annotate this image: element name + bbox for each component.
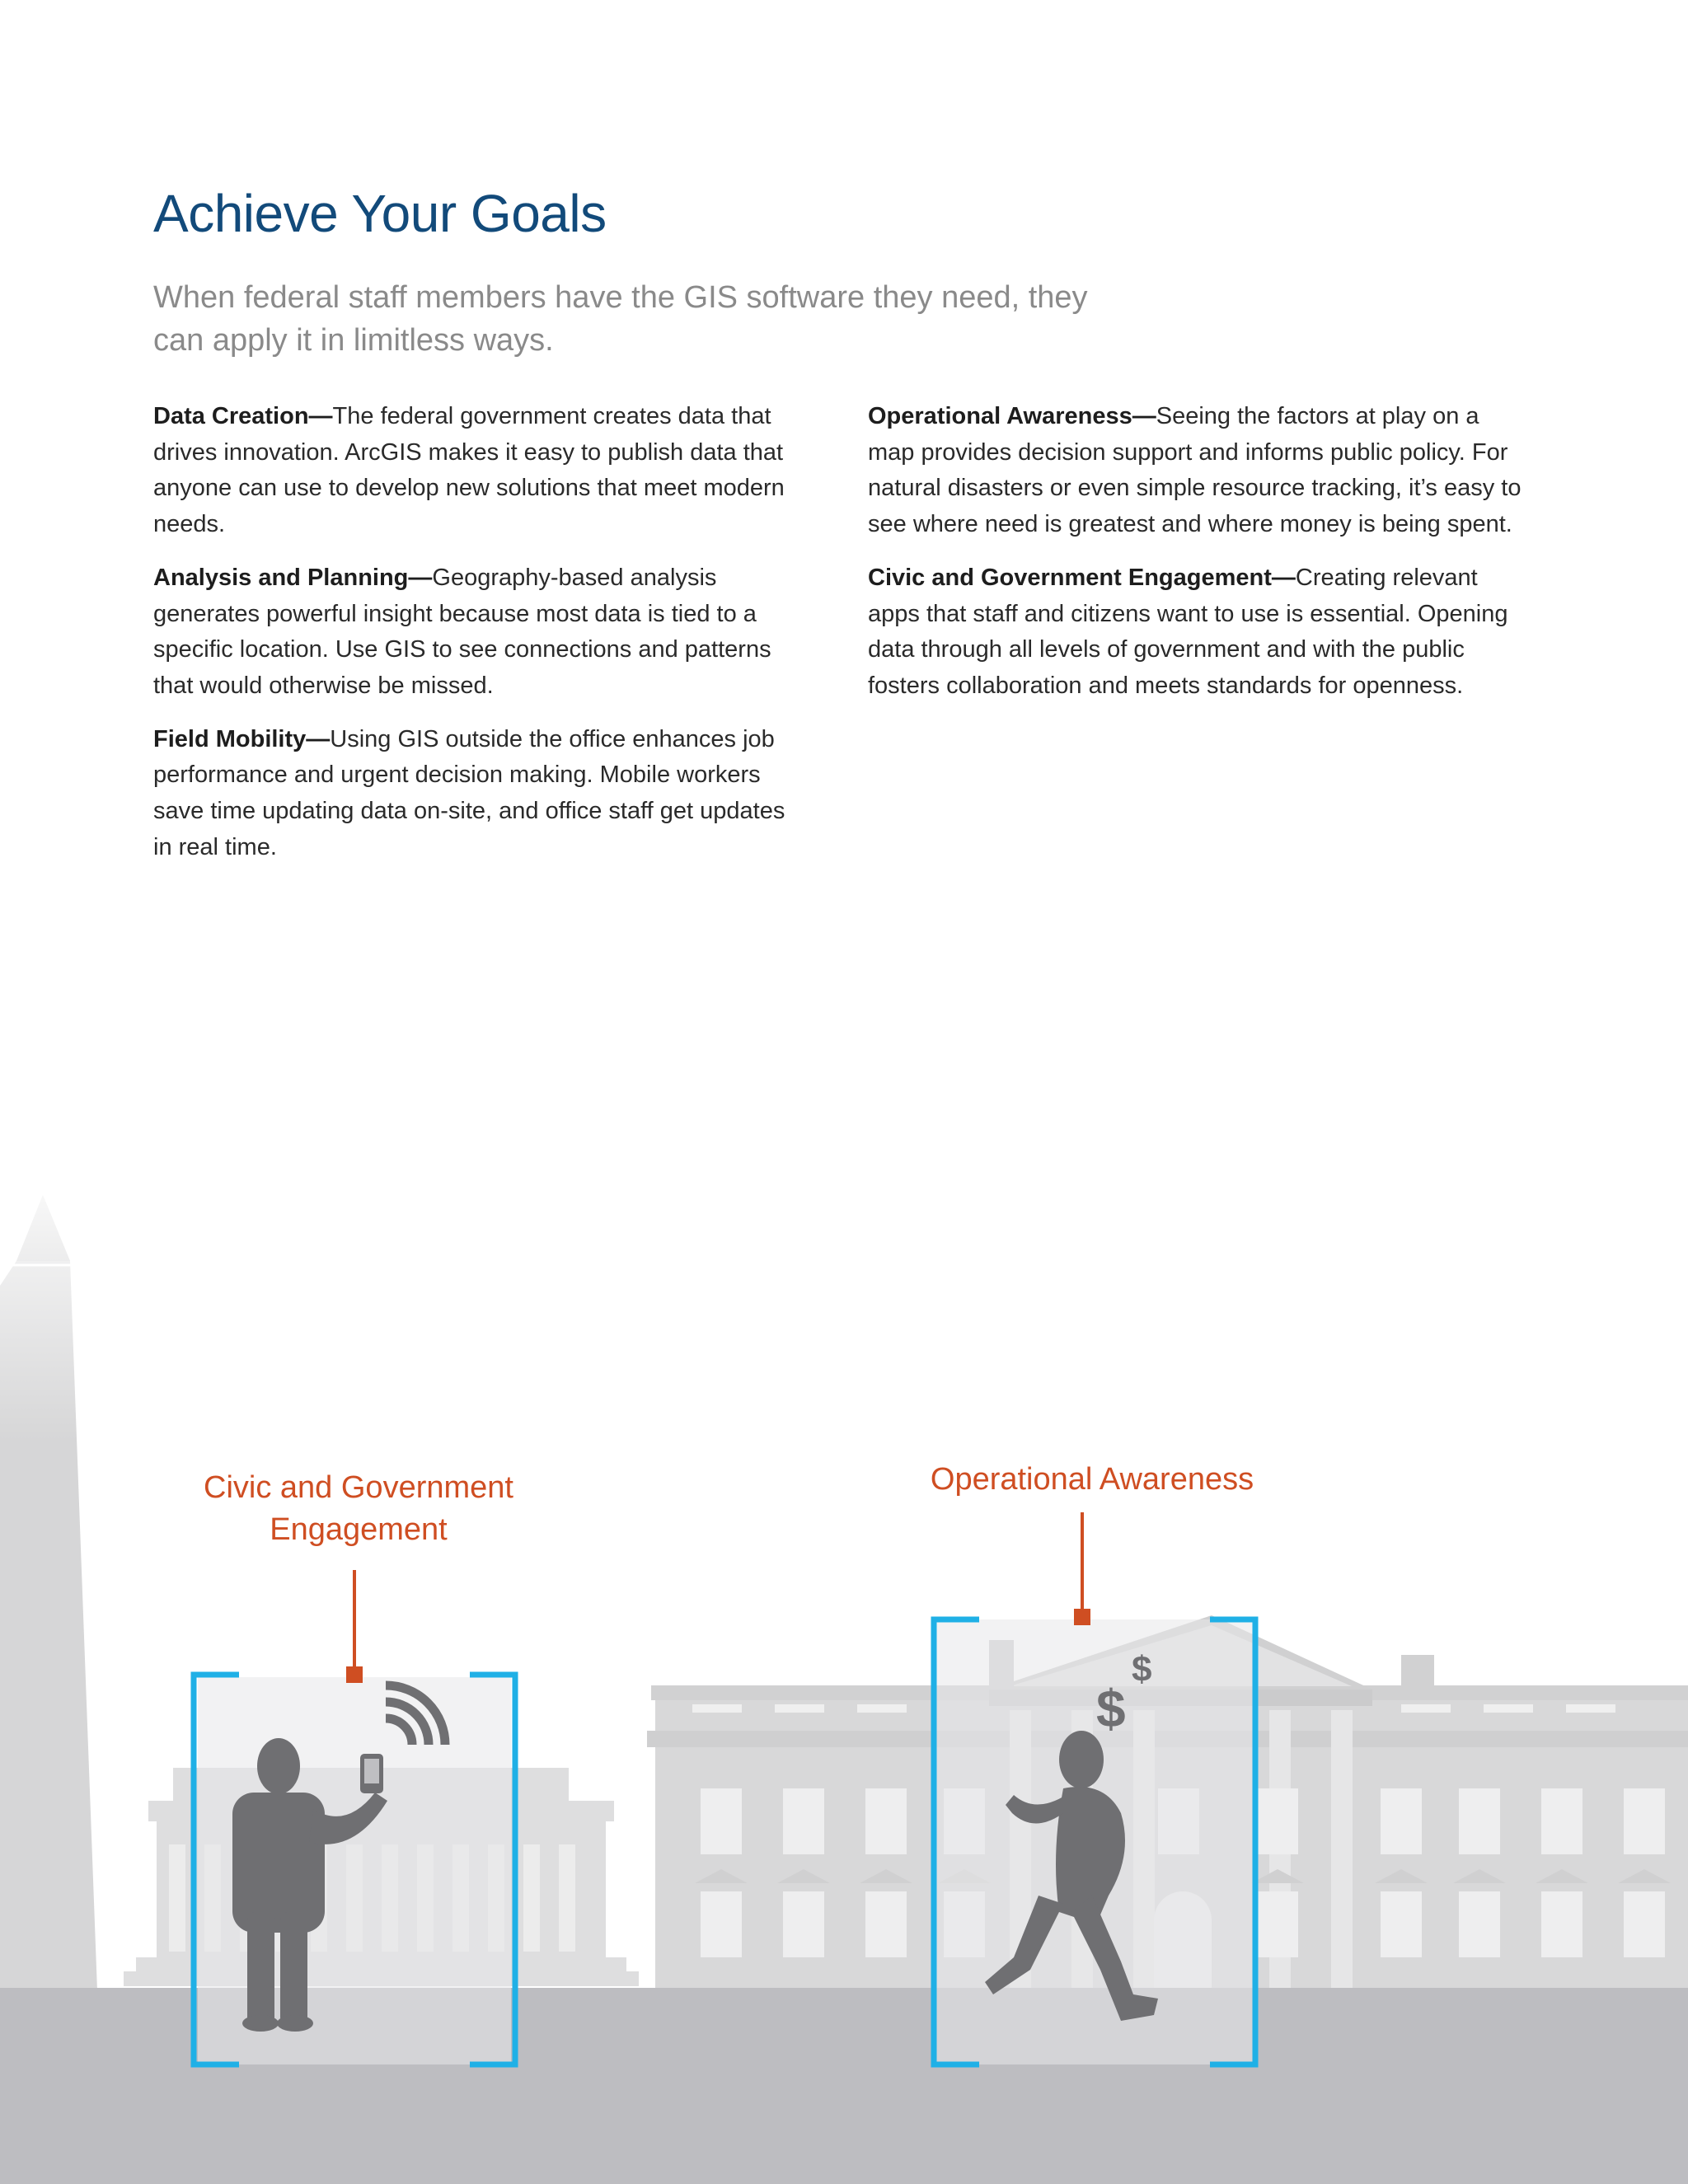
paragraph-analysis-planning (153, 560, 804, 705)
callout-marker (1074, 1609, 1090, 1625)
right-column (868, 399, 1527, 722)
paragraph-body: Using GIS outside the office enhances job performance and urgent decision making. Mobile workers save time updating data on-site, and office staff get updates in real time. (153, 725, 785, 860)
callout-operational-awareness: Operational Awareness (930, 1462, 1254, 1497)
operational-awareness-frame (934, 1512, 1255, 2064)
paragraph-title: Analysis and Planning— (153, 564, 433, 591)
paragraph-field-mobility (153, 722, 804, 866)
paragraph-body: Seeing the factors at play on a map provides decision support and informs public policy. For natural disasters or even simple resource tracking, it’s easy to see where need is greatest and where money is being spent. (868, 403, 1522, 538)
paragraph-body: Geography-based analysis generates powerful insight because most data is tied to a specific location. Use GIS to see connections and patterns that would otherwise be missed. (153, 564, 771, 699)
dollar-icon: $ (1132, 1649, 1152, 1690)
paragraph-title: Operational Awareness— (868, 403, 1156, 429)
page-title: Achieve Your Goals (153, 184, 607, 243)
paragraph-title: Field Mobility— (153, 725, 331, 752)
intro-text: When federal staff members have the GIS software they need, they can apply it in limitless ways. (153, 280, 1088, 358)
left-column (153, 399, 804, 883)
paragraph-body: Creating relevant apps that staff and citizens want to use is essential. Opening data through all levels of government and with the public fosters collaboration and meets standards for openness. (868, 564, 1508, 699)
illustration-scene (0, 1154, 1688, 2184)
callout-civic-engagement: Civic and Government Engagement (204, 1470, 513, 1547)
paragraph-title: Civic and Government Engagement— (868, 564, 1296, 591)
civic-engagement-frame (194, 1570, 515, 2064)
paragraph-civic-engagement (868, 560, 1527, 705)
paragraph-title: Data Creation— (153, 403, 333, 429)
callout-marker (346, 1666, 363, 1683)
dollar-icon: $ (1096, 1679, 1126, 1738)
paragraph-data-creation (153, 399, 804, 543)
paragraph-body: The federal government creates data that drives innovation. ArcGIS makes it easy to publish data that anyone can use to develop new solutions that meet modern needs. (153, 403, 785, 538)
paragraph-operational-awareness (868, 399, 1527, 543)
